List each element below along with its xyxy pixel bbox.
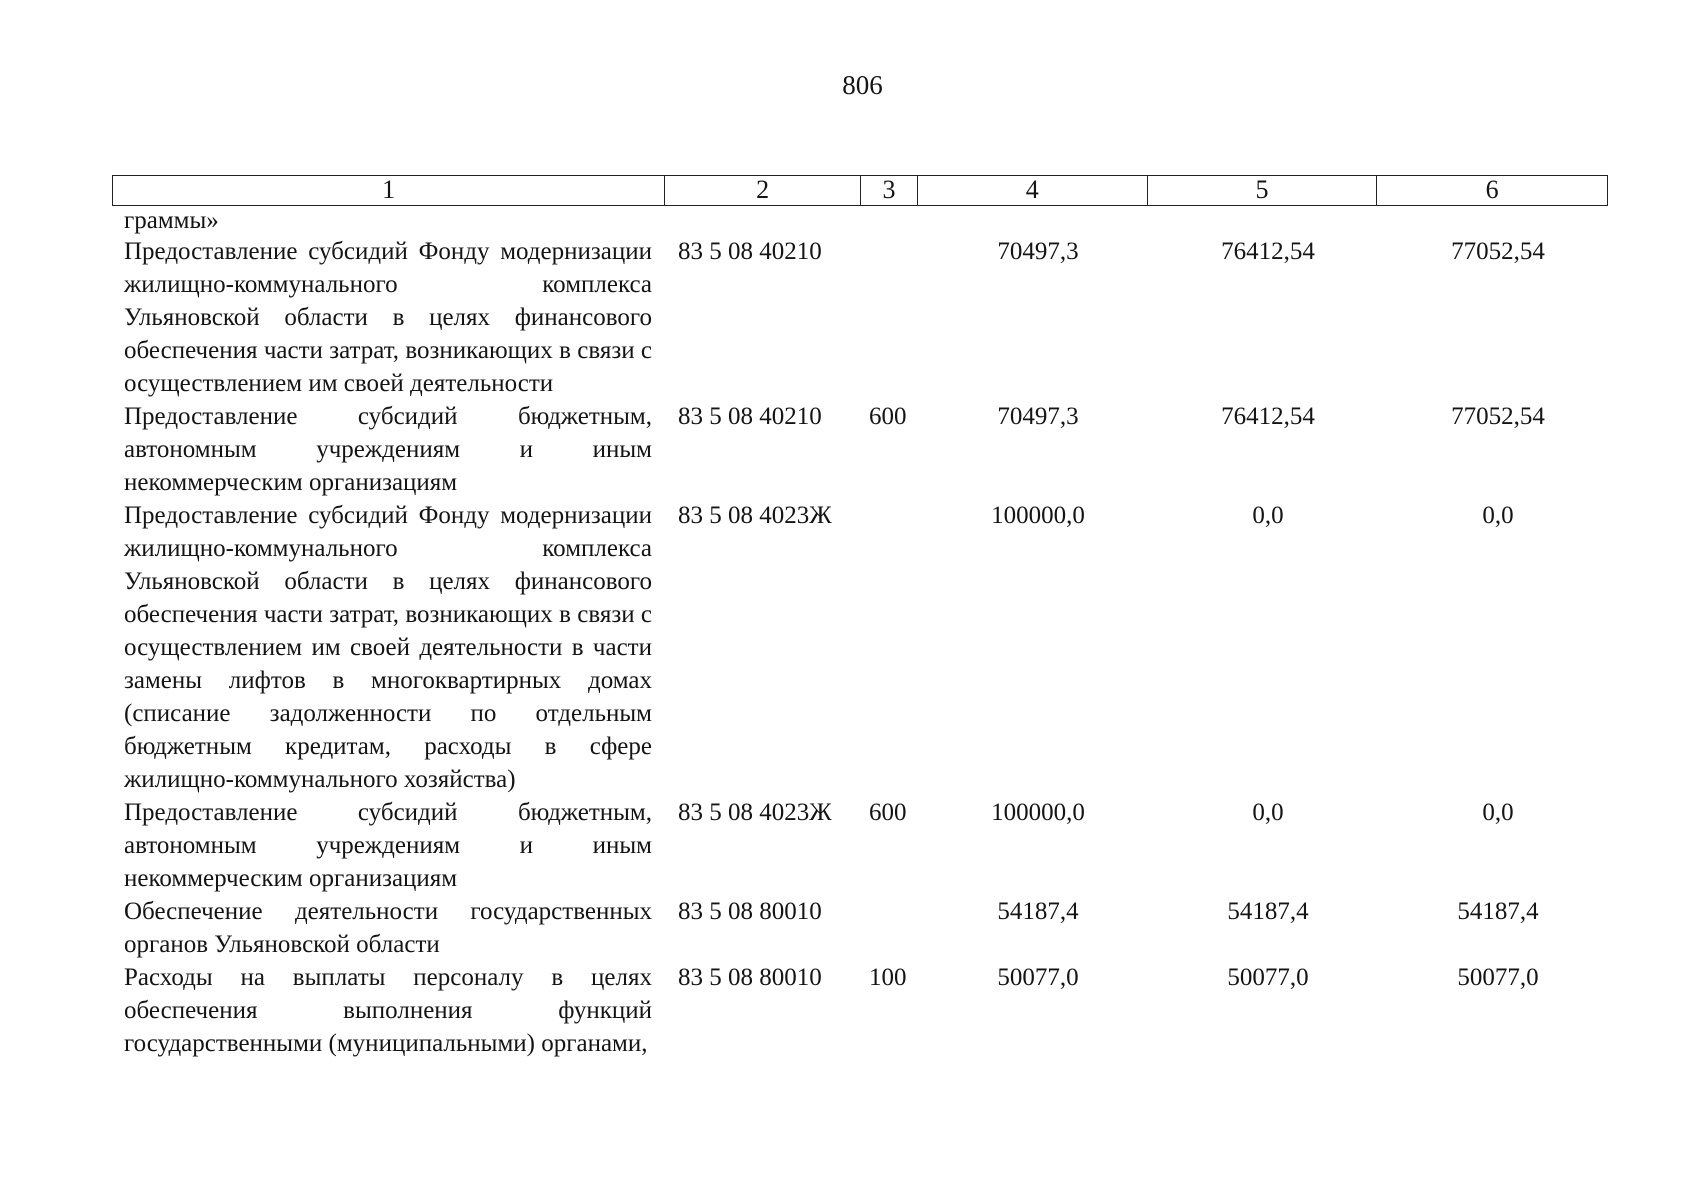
row-value-col-5: 76412,54 [1221,238,1315,265]
table-row [124,499,1608,796]
row-value-col-5: 76412,54 [1221,403,1315,430]
table-row [124,235,1608,400]
row-description: граммы» [124,207,219,234]
row-value-col-6: 0,0 [1482,799,1514,826]
row-value-col-6: 54187,4 [1457,898,1539,925]
row-value-col-5: 0,0 [1252,502,1284,529]
header-col-5: 5 [1148,176,1378,205]
table-body [124,207,1608,1060]
header-col-4: 4 [918,176,1148,205]
row-value-col-5: 54187,4 [1227,898,1309,925]
table-row [124,796,1608,895]
header-col-6: 6 [1485,175,1499,204]
row-code: 83 5 08 80010 [678,964,822,991]
row-value-col-4: 54187,4 [997,898,1079,925]
header-col-2: 2 [665,176,861,205]
row-expense-type: 100 [869,964,907,991]
row-value-col-6: 50077,0 [1457,964,1539,991]
row-value-col-4: 70497,3 [997,403,1079,430]
row-value-col-4: 100000,0 [991,502,1085,529]
table-header-row [112,175,1608,206]
row-value-col-6: 77052,54 [1451,238,1545,265]
row-value-col-5: 0,0 [1252,799,1284,826]
row-description: Предоставление субсидий бюджетным, автономным учреждениям и иным некоммерческим организациям [124,799,652,892]
row-code: 83 5 08 4023Ж [678,502,832,529]
row-description: Предоставление субсидий бюджетным, автономным учреждениям и иным некоммерческим организациям [124,403,652,496]
row-value-col-6: 77052,54 [1451,403,1545,430]
row-description: Предоставление субсидий Фонду модернизации жилищно-коммунального комплекса Ульяновской области в целях финансового обеспечения части затрат, возникающих в связи с осуществлением им своей деятельности [124,238,652,397]
row-value-col-4: 100000,0 [991,799,1085,826]
row-code: 83 5 08 40210 [678,238,822,265]
row-description: Предоставление субсидий Фонду модернизации жилищно-коммунального комплекса Ульяновской области в целях финансового обеспечения части затрат, возникающих в связи с осуществлением им своей деятельности в части замены лифтов в многоквартирных домах (списание задолженности по отдельным бюджетным кредитам, расходы в сфере жилищно-коммунального хозяйства) [124,502,652,793]
row-description: Обеспечение деятельности государственных органов Ульяновской области [124,898,652,958]
row-expense-type: 600 [869,799,907,826]
row-value-col-4: 50077,0 [997,964,1079,991]
row-value-col-5: 50077,0 [1227,964,1309,991]
row-value-col-4: 70497,3 [997,238,1079,265]
table-row [124,207,1608,235]
header-col-3: 3 [861,176,918,205]
header-col-1: 1 [113,176,665,205]
row-code: 83 5 08 40210 [678,403,822,430]
row-code: 83 5 08 80010 [678,898,822,925]
table-row [124,961,1608,1060]
row-code: 83 5 08 4023Ж [678,799,832,826]
page-number: 806 [842,70,883,100]
table-row [124,400,1608,499]
row-value-col-6: 0,0 [1482,502,1514,529]
row-description: Расходы на выплаты персоналу в целях обеспечения выполнения функций государственными (муниципальными) органами, [124,964,652,1057]
table-row [124,895,1608,961]
row-expense-type: 600 [869,403,907,430]
